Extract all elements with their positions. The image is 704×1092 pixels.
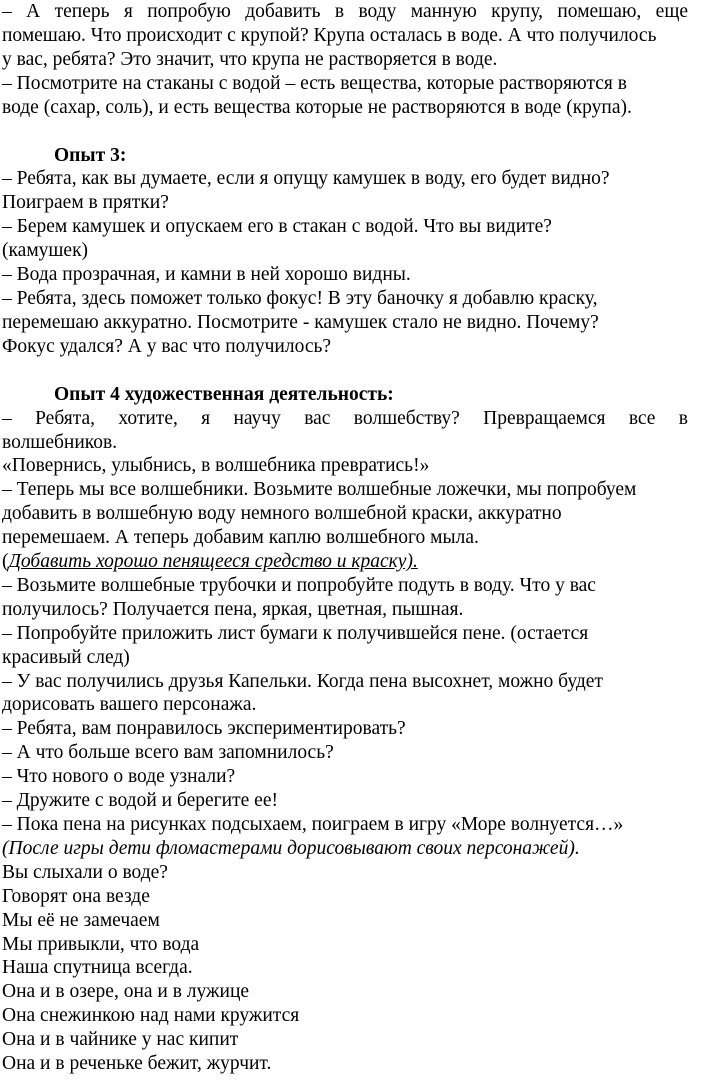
paragraph-line: Фокус удался? А у вас что получилось?	[2, 335, 332, 357]
paragraph-line: – Ребята, вам понравилось экспериментировать?	[2, 718, 406, 740]
instruction-note	[2, 550, 688, 574]
poem-line: Говорят она везде	[2, 885, 150, 907]
paragraph-line: – Что нового о воде узнали?	[2, 766, 236, 788]
paragraph-line: перемешаем. А теперь добавим каплю волшебного мыла.	[2, 527, 479, 549]
section-heading: Опыт 4 художественная деятельность:	[54, 383, 394, 405]
paragraph-line: – У вас получились друзья Капельки. Когда пена высохнет, можно будет	[2, 670, 603, 692]
paragraph-line: перемешаю аккуратно. Посмотрите - камушек стало не видно. Почему?	[2, 311, 599, 333]
paragraph-line: у вас, ребята? Это значит, что крупа не растворяется в воде.	[2, 48, 498, 70]
paragraph-line: «Повернись, улыбнись, в волшебника превратись!»	[2, 455, 430, 477]
poem	[2, 861, 688, 1076]
paragraph-line: получилось? Получается пена, яркая, цветная, пышная.	[2, 598, 464, 620]
section-heading: Опыт 3:	[54, 144, 127, 166]
experiment-3	[2, 144, 688, 359]
paragraph-line: – А теперь я попробую добавить в воду манную крупу, помешаю, еще	[2, 1, 688, 22]
poem-line: Она снежинкою над нами кружится	[2, 1005, 300, 1027]
paragraph-line: добавить в волшебную воду немного волшебной краски, аккуратно	[2, 503, 562, 525]
paragraph-line: – Посмотрите на стаканы с водой – есть вещества, которые растворяются в	[2, 72, 627, 94]
poem-line: Мы её не замечаем	[2, 909, 160, 931]
paragraph-line: волшебников.	[2, 431, 118, 453]
document-body	[2, 0, 688, 1076]
paragraph-line: – Теперь мы все волшебники. Возьмите волшебные ложечки, мы попробуем	[2, 479, 637, 501]
blank-line	[2, 359, 688, 383]
poem-line: Наша спутница всегда.	[2, 957, 193, 979]
paragraph-line: – Ребята, как вы думаете, если я опущу камушек в воду, его будет видно?	[2, 168, 610, 190]
paragraph-line: дорисовать вашего персонажа.	[2, 694, 257, 716]
paragraph-line: помешаю. Что происходит с крупой? Крупа осталась в воде. А что получилось	[2, 24, 657, 46]
paragraph-line: – А что больше всего вам запомнилось?	[2, 742, 334, 764]
note-italic-text: Добавить хорошо пенящееся средство и краску).	[8, 551, 418, 573]
paragraph-line: красивый след)	[2, 646, 130, 668]
poem-line: Она и в реченьке бежит, журчит.	[2, 1053, 272, 1075]
paragraph-line: – Берем камушек и опускаем его в стакан с водой. Что вы видите?	[2, 216, 552, 238]
paragraph-line: – Пока пена на рисунках подсыхаем, поиграем в игру «Море волнуется…»	[2, 814, 624, 835]
blank-line	[2, 120, 688, 144]
paragraph-line: – Возьмите волшебные трубочки и попробуйте подуть в воду. Что у вас	[2, 574, 596, 596]
paragraph-line: – Ребята, здесь поможет только фокус! В эту баночку я добавлю краску,	[2, 287, 598, 309]
experiment-2-conclusion	[2, 0, 688, 120]
paragraph-line: – Ребята, хотите, я научу вас волшебству? Превращаемся все в	[2, 407, 688, 429]
paragraph-line: – Дружите с водой и берегите ее!	[2, 790, 278, 812]
poem-line: Она и в озере, она и в лужице	[2, 981, 250, 1003]
poem-line: Мы привыкли, что вода	[2, 933, 200, 955]
paragraph-line: – Вода прозрачная, и камни в ней хорошо видны.	[2, 264, 411, 286]
paragraph-line: воде (сахар, соль), и есть вещества которые не растворяются в воде (крупа).	[2, 96, 632, 118]
paragraph-line: (камушек)	[2, 240, 89, 262]
paragraph-line: Поиграем в прятки?	[2, 192, 169, 214]
note-open-paren: (	[2, 551, 9, 573]
instruction-note: (После игры дети фломастерами дорисовывают своих персонажей).	[2, 837, 580, 859]
poem-line: Она и в чайнике у нас кипит	[2, 1029, 239, 1051]
poem-line: Вы слыхали о воде?	[2, 861, 168, 883]
paragraph-line: – Попробуйте приложить лист бумаги к получившейся пене. (остается	[2, 622, 589, 644]
experiment-4	[2, 383, 688, 861]
